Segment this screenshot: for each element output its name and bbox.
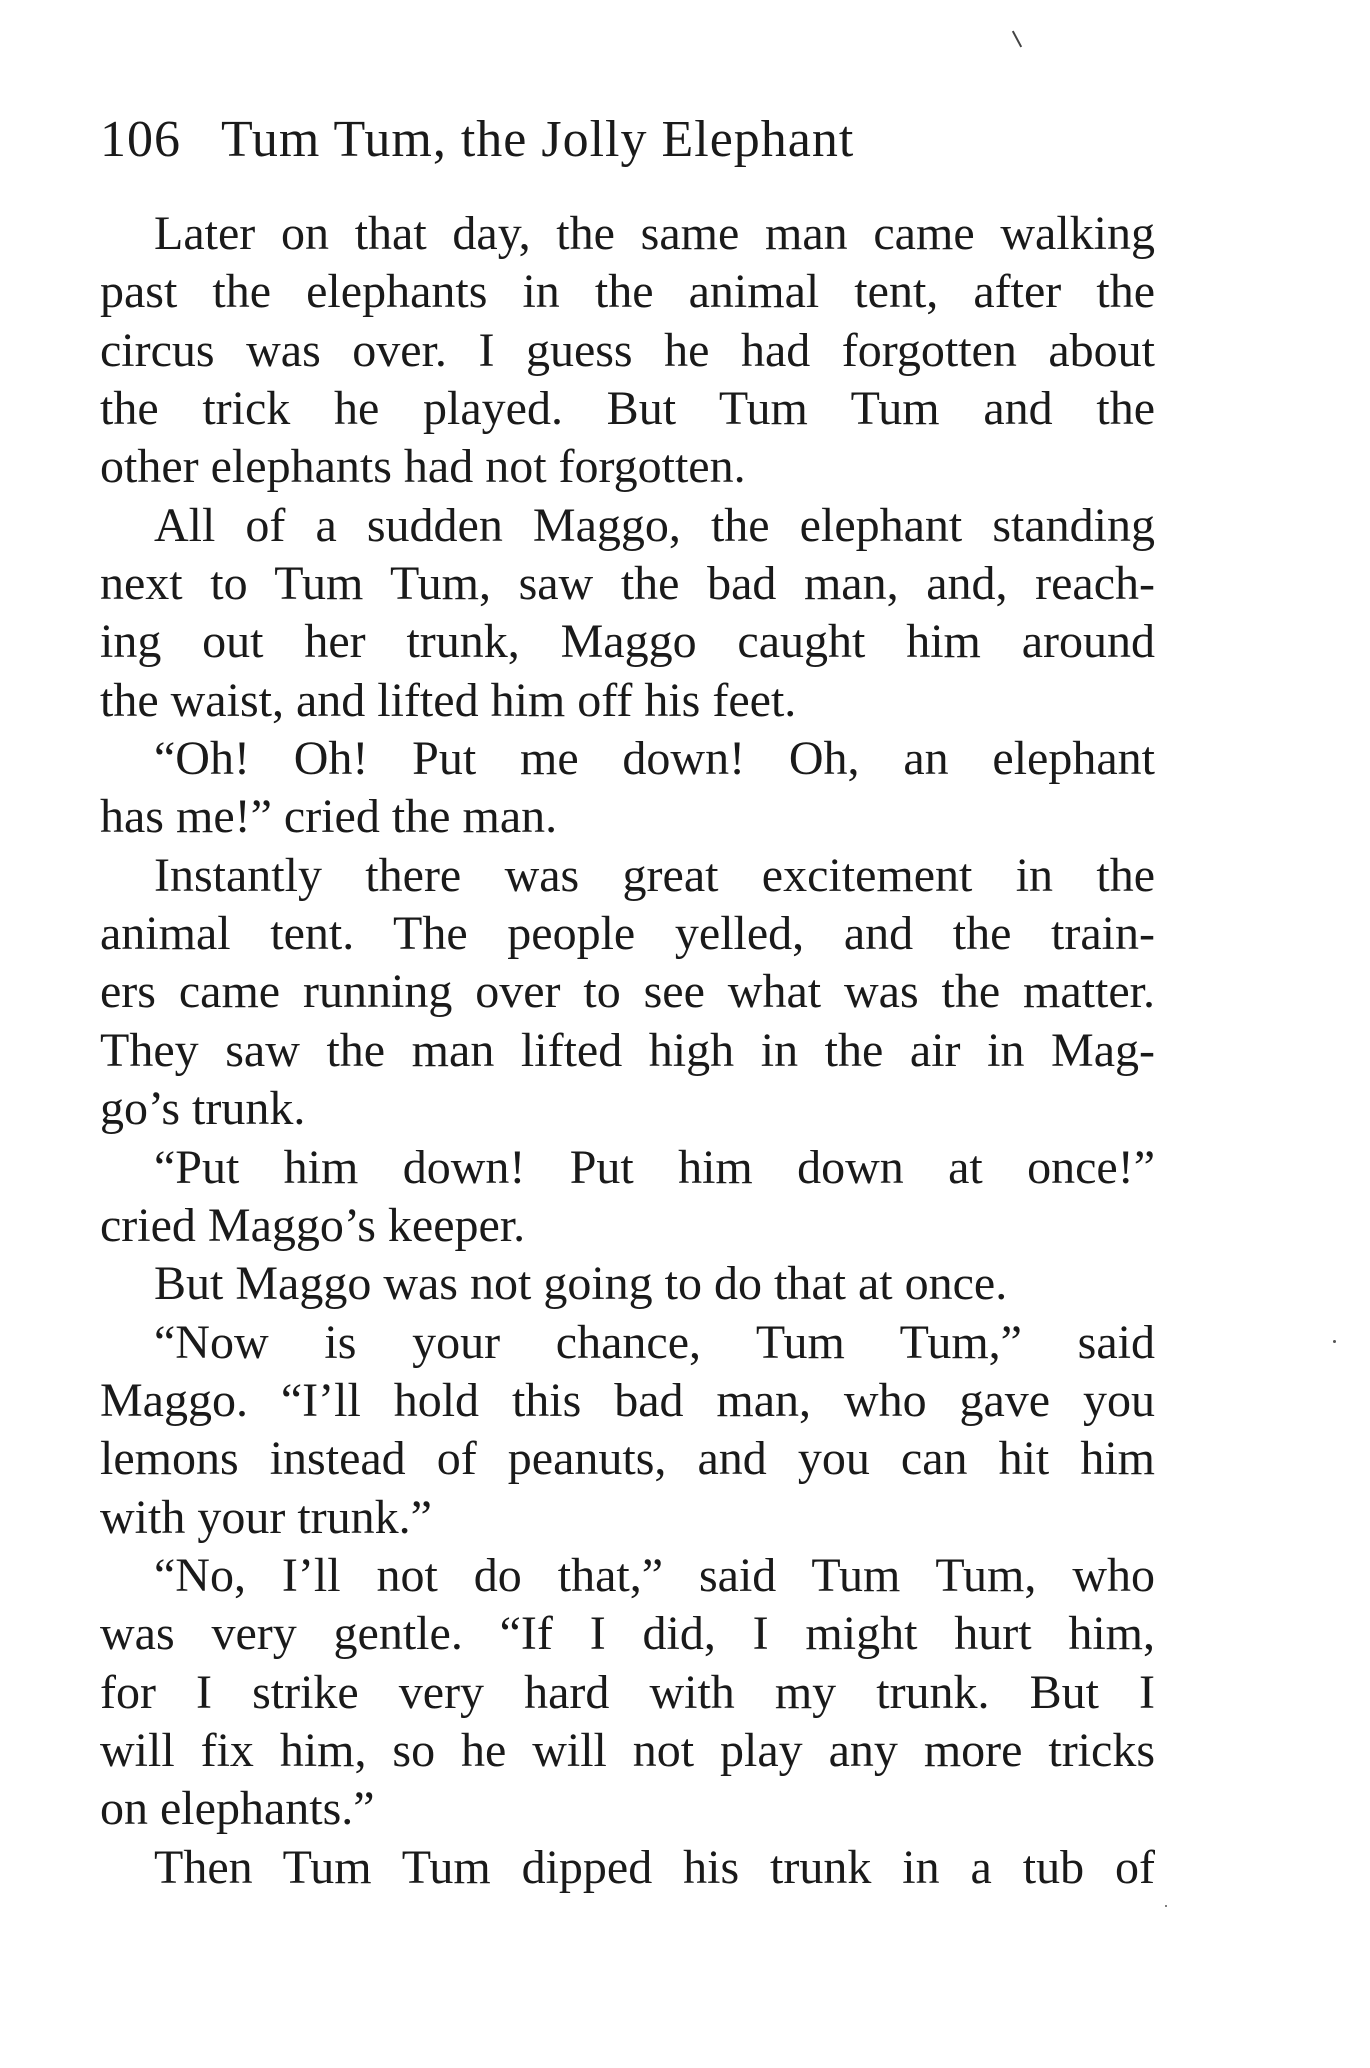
text-line: Instantly there was great excitement in the [154,848,1155,902]
text-line: the waist, and lifted him off his feet. [100,673,797,727]
text-line: on elephants.” [100,1782,375,1836]
text-line: ers came running over to see what was the matter. [100,965,1155,1019]
text-line: Maggo. “I’ll hold this bad man, who gave you [100,1373,1155,1427]
text-line: the trick he played. But Tum Tum and the [100,382,1155,436]
text-line: animal tent. The people yelled, and the train- [100,907,1155,961]
text-line: Later on that day, the same man came walking [154,207,1155,260]
page-number: 106 [100,111,181,168]
text-line: Then Tum Tum dipped his trunk in a tub of [154,1840,1155,1894]
text-line: They saw the man lifted high in the air in Mag- [100,1023,1155,1077]
text-line: cried Maggo’s keeper. [100,1198,526,1252]
text-line: was very gentle. “If I did, I might hurt him, [100,1607,1155,1661]
text-line: lemons instead of peanuts, and you can hit him [100,1432,1155,1486]
text-line: has me!” cried the man. [100,790,558,844]
page-speck [1165,1905,1167,1907]
text-line: will fix him, so he will not play any more tricks [100,1723,1155,1777]
text-line: “Oh! Oh! Put me down! Oh, an elephant [154,732,1155,786]
text-line: next to Tum Tum, saw the bad man, and, reach- [100,557,1155,611]
text-line: “No, I’ll not do that,” said Tum Tum, who [154,1548,1155,1602]
text-line: with your trunk.” [100,1490,432,1544]
text-line: ing out her trunk, Maggo caught him around [100,615,1155,669]
text-line: All of a sudden Maggo, the elephant standing [154,498,1155,552]
text-line: circus was over. I guess he had forgotten about [100,323,1155,377]
text-line: But Maggo was not going to do that at once. [154,1257,1008,1311]
text-line: go’s trunk. [100,1082,306,1136]
body-text [100,205,1155,1897]
text-line: for I strike very hard with my trunk. But I [100,1665,1155,1719]
text-line: “Now is your chance, Tum Tum,” said [154,1315,1155,1369]
running-title: Tum Tum, the Jolly Elephant [221,111,855,168]
text-line: past the elephants in the animal tent, after the [100,265,1155,319]
page-speck [1333,1340,1336,1343]
text-line: “Put him down! Put him down at once!” [154,1140,1155,1194]
page-mark [1012,31,1022,48]
text-line: other elephants had not forgotten. [100,440,746,494]
running-header [100,100,1150,180]
